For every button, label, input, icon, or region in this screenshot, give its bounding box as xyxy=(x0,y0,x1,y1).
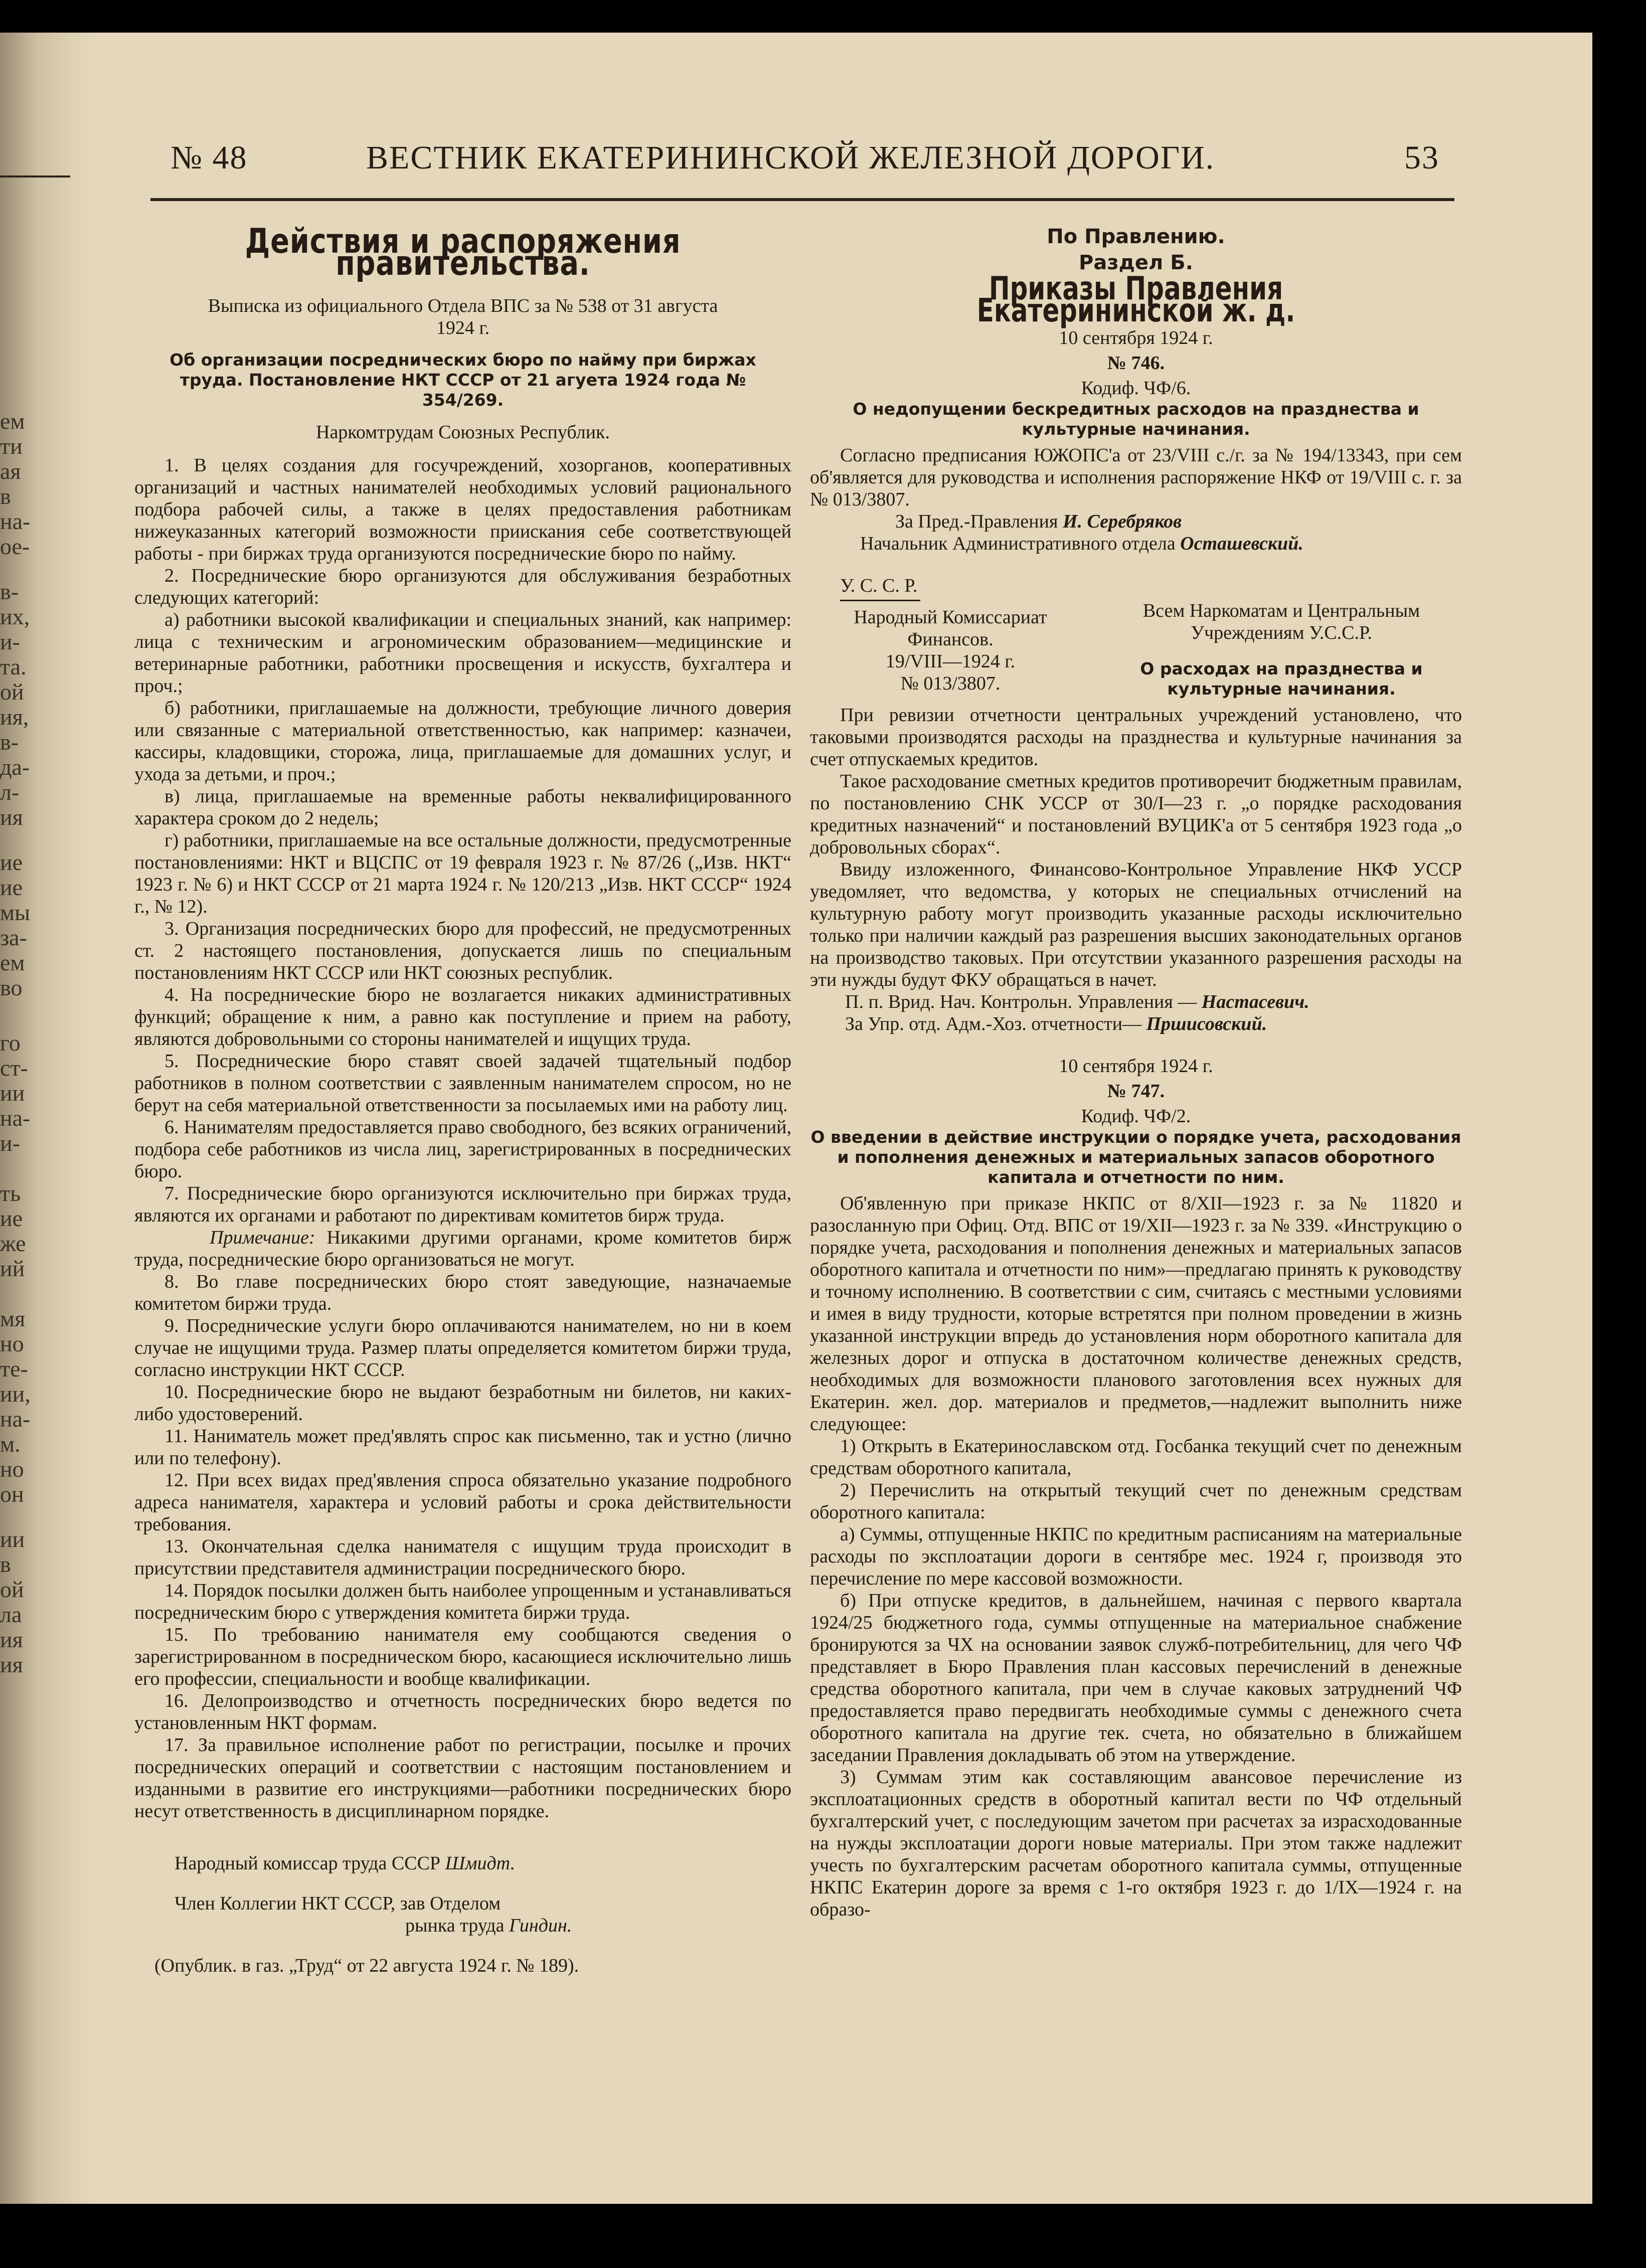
decree-signature-1-name: Настасевич. xyxy=(1201,991,1309,1012)
bleed-fragment: ем xyxy=(0,409,25,434)
paragraph: 3. Организация посреднических бюро для профессий, не предусмотренных ст. 2 настоящего постановления, допускается лишь по специальным постановлениям НКТ СССР или НКТ союзных республик. xyxy=(134,918,791,983)
decree-subject: О расходах на празднества и культурные начинания. xyxy=(1140,659,1423,699)
order-746-signature-2-label: Начальник Административного отдела xyxy=(860,533,1176,554)
order-746-signature-2-name: Осташевский. xyxy=(1180,533,1303,554)
bleed-fragment: ое- xyxy=(0,534,30,559)
order-746-signature-1-label: За Пред.-Правления xyxy=(895,511,1058,532)
bleed-fragment: ия xyxy=(0,1652,23,1677)
bleed-fragment: в xyxy=(0,484,11,509)
paragraph: 11. Наниматель может пред'являть спрос как письменно, так и устно (лично или по телефону). xyxy=(134,1426,791,1469)
extract-line: Выписка из официального Отдела ВПС за № 538 от 31 августа 1924 г. xyxy=(208,295,718,338)
paragraph: 15. По требованию нанимателя ему сообщаются сведения о зарегистрированном в посредническом бюро, касающиеся исключительно лишь его профессии, специальности и вообще квалификации. xyxy=(134,1624,791,1689)
left-paragraphs xyxy=(134,454,791,1227)
bleed-fragment: ая xyxy=(0,459,21,484)
paragraph: 8. Во главе посреднических бюро стоят заведующие, назначаемые комитетом биржи труда. xyxy=(134,1271,791,1314)
bleed-fragment: ии, xyxy=(0,1381,31,1407)
bleed-fragment: ий xyxy=(0,1256,25,1281)
order-746-signature-1 xyxy=(810,510,1462,533)
section-label: По Правлению. xyxy=(1047,225,1225,248)
paragraph: 14. Порядок посылки должен быть наиболее упрощенным и устанавливаться посредническим бюро с утверждения комитета биржи труда. xyxy=(134,1580,791,1623)
decree-recipients: Всем Наркоматам и Центральным Учреждениям У.С.С.Р. xyxy=(1142,600,1420,643)
signature-2-label-b: рынка труда xyxy=(405,1915,505,1936)
paragraph: 1. В целях создания для госучреждений, хозорганов, кооперативных организаций и частных нанимателей необходимых условий рационального подбора рабочей силы, а также в целях предоставления работникам нижеуказанных категорий возможности приискания себе соответствующей работы - при биржах труда организуются посреднические бюро по найму. xyxy=(134,455,791,564)
decree-signature-2-name: Пршисовский. xyxy=(1146,1013,1267,1034)
paragraph: 1) Открыть в Екатеринославском отд. Госбанка текущий счет по денежным средствам оборотного капитала, xyxy=(810,1436,1462,1479)
bleed-fragment: ие xyxy=(0,875,23,900)
signature-2-name: Гиндин. xyxy=(509,1915,572,1936)
paragraph: а) Суммы, отпущенные НКПС по кредитным расписаниям на материальные расходы по эксплоатации дороги в сентябре мес. 1924 г, производя это перечисление по мере кассовой возможности. xyxy=(810,1524,1462,1589)
bleed-rule xyxy=(0,176,70,178)
paragraph: 3) Суммам этим как составляющим авансовое перечисление из эксплоатационных средств в оборотный капитал вести по ЧФ отдельный бухгалтерский учет, с последующим зачетом при расчетах за израсходованные на нужды эксплоатации дороги новые материалы. При этом также надлежит учесть по бухгалтерским расчетам оборотного капитала суммы, отпущенные НКПС Екатерин дороге за время с 1-го октября 1923 г. до 1/IX—1924 г. на образо- xyxy=(810,1767,1462,1920)
paragraph: 17. За правильное исполнение работ по регистрации, посылке и прочих посреднических операций и соответствии с настоящим постановлением и изданными в развитие его инструкциями—работники посреднических бюро несут ответственность в дисциплинарном порядке. xyxy=(134,1734,791,1822)
decree-date: 19/VIII—1924 г. xyxy=(885,651,1016,672)
commissariat-b: Финансов. xyxy=(907,629,994,650)
bleed-fragment: та. xyxy=(0,654,27,679)
newspaper-title: ВЕСТНИК ЕКАТЕРИНИНСКОЙ ЖЕЛЕЗНОЙ ДОРОГИ. xyxy=(366,139,1215,176)
bleed-fragment: ия, xyxy=(0,705,29,730)
decree-signature-2 xyxy=(810,1013,1462,1035)
signature-1 xyxy=(134,1852,791,1874)
orders-title: Приказы Правления Екатерининской ж. д. xyxy=(976,270,1295,329)
paragraph: 2. Посреднические бюро организуются для обслуживания безработных следующих категорий: xyxy=(134,565,791,608)
bleed-fragment: в- xyxy=(0,730,19,755)
bleed-fragment: ия xyxy=(0,805,23,830)
bleed-fragment: ой xyxy=(0,679,24,705)
order-746-signature-1-name: И. Серебряков xyxy=(1062,511,1182,532)
signature-1-name: Шмидт. xyxy=(445,1853,516,1874)
paragraph: Об'явленную при приказе НКПС от 8/XII—1923 г. за № 11820 и разосланную при Офиц. Отд. ВПС от 19/XII—1923 г. за № 339. «Инструкцию о порядке учета, расходования и пополнения денежных и материальных запасов оборотного капитала и отчетности по ним»—предлагаю принять к руководству и точному исполнению. В соответствии с сим, считаясь с местными условиями и имея в виду трудности, которые встретятся при полном проведении в жизнь указанной инструкции впредь до установления норм оборотного капитала для железных дорог и отпуска в достаточном количестве денежных средств, необходимых для возможности планового заготовления всех нужных для Екатерин. жел. дор. материалов и предметов,—надлежит выполнить ниже следующее: xyxy=(810,1193,1462,1435)
decree-recipients-block xyxy=(1101,575,1462,699)
bleed-fragment: те- xyxy=(0,1356,28,1381)
bleed-fragment: на- xyxy=(0,1407,31,1432)
bleed-fragment: ой xyxy=(0,1577,24,1602)
bleed-fragment: на- xyxy=(0,1106,31,1131)
part-label: Раздел Б. xyxy=(1079,251,1193,274)
bleed-fragment: ия xyxy=(0,1627,23,1652)
order-747-date: 10 сентября 1924 г. xyxy=(1059,1056,1213,1077)
order-747-subject: О введении в действие инструкции о порядке учета, расходования и пополнения денежных и материальных запасов оборотного капитала и отчетности по ним. xyxy=(810,1127,1461,1187)
right-column xyxy=(810,203,1462,1921)
paragraph: 9. Посреднические услуги бюро оплачиваются нанимателем, но ни в коем случае не ищущими труда. Размер платы определяется комитетом биржи труда, согласно инструкции НКТ СССР. xyxy=(134,1315,791,1380)
bleed-fragment: но xyxy=(0,1331,24,1356)
decree-subtitle: Об организации посреднических бюро по найму при биржах труда. Постановление НКТ СССР от 21 агуета 1924 года № 354/269. xyxy=(170,350,756,410)
bleed-fragment: л- xyxy=(0,780,20,805)
order-746-date: 10 сентября 1924 г. xyxy=(1059,327,1213,348)
ussr-label: У. С. С. Р. xyxy=(840,575,918,596)
signature-1-label: Народный комиссар труда СССР xyxy=(175,1853,441,1874)
paragraph: б) работники, приглашаемые на должности, требующие личного доверия или связанные с материальной ответственностью, как например: казначеи, кассиры, кладовщики, сторожа, лица, приглашаемые для домашних услуг, и ухода за детьми, и проч.; xyxy=(134,697,791,785)
decree-number: № 013/3807. xyxy=(900,673,1001,694)
bleed-fragment: ии xyxy=(0,1527,25,1552)
decree-signature-2-label: За Упр. отд. Адм.-Хоз. отчетности— xyxy=(845,1013,1142,1034)
paragraph: 4. На посреднические бюро не возлагается никаких административных функций; обращение к ним, а равно как поступление и прием на работу, являются добровольными со стороны нанимателей и ищущих труда. xyxy=(134,984,791,1050)
ussr-rule xyxy=(840,600,920,601)
paragraph: 5. Посреднические бюро ставят своей задачей тщательный подбор работников в полном соответствии с заявленным нанимателем спросом, но не берут на себя материальной ответственности за посылаемых ими на работу лиц. xyxy=(134,1051,791,1116)
paragraph: 13. Окончательная сделка нанимателя с ищущим труда происходит в присутствии представителя администрации посреднического бюро. xyxy=(134,1536,791,1579)
paragraph: 6. Нанимателям предоставляется право свободного, без всяких ограничений, подбора себе работников из числа лиц, зарегистрированных в посреднических бюро. xyxy=(134,1117,791,1182)
left-paragraphs-2 xyxy=(134,1271,791,1822)
page-number: 53 xyxy=(1404,139,1439,176)
bleed-fragment: и- xyxy=(0,1131,20,1156)
bleed-fragment: и- xyxy=(0,629,20,654)
bleed-fragment: он xyxy=(0,1482,24,1507)
order-747-number: № 747. xyxy=(1107,1081,1165,1102)
paragraph: 16. Делопроизводство и отчетность посреднических бюро ведется по установленным НКТ формам. xyxy=(134,1690,791,1733)
bleed-fragment: же xyxy=(0,1231,26,1256)
paragraph: 12. При всех видах пред'явления спроса обязательно указание подробного адреса нанимателя, характера и условий работы и срока действительности требования. xyxy=(134,1470,791,1535)
signature-2 xyxy=(134,1914,791,1937)
signature-2-label-a: Член Коллегии НКТ СССР, зав Отделом xyxy=(175,1893,501,1914)
decree-signature-1 xyxy=(810,991,1462,1013)
bleed-fragment: во xyxy=(0,975,23,1000)
bleed-fragment: ла xyxy=(0,1602,22,1627)
order-746-code: Кодиф. ЧФ/6. xyxy=(1081,378,1191,399)
newspaper-page xyxy=(0,33,1592,2204)
note-text: Никакими другими органами, кроме комитетов бирж труда, посреднические бюро организоваться не могут. xyxy=(134,1227,791,1270)
decree-header xyxy=(810,575,1462,699)
bleed-fragment: за- xyxy=(0,925,27,950)
bleed-fragment: на- xyxy=(0,509,31,534)
paragraph: Такое расходование сметных кредитов противоречит бюджетным правилам, по постановлению СНК УССР от 30/I—23 г. „о порядке расходования кредитных назначений“ и постановлений ВУЦИК'а от 5 сентября 1923 года „о добровольных сборах“. xyxy=(810,771,1462,858)
page-header xyxy=(166,133,1449,188)
note-label: Примечание: xyxy=(210,1227,315,1248)
bleed-fragment: мя xyxy=(0,1306,26,1331)
bleed-fragment: в xyxy=(0,1552,11,1577)
bleed-fragment: ие xyxy=(0,1206,23,1231)
bleed-fragment: в- xyxy=(0,579,19,604)
addressee: Наркомтрудам Союзных Республик. xyxy=(316,422,610,443)
paragraph: 7. Посреднические бюро организуются исключительно при биржах труда, являются их органами и работают по директивам комитетов бирж труда. xyxy=(134,1183,791,1226)
paragraph: 2) Перечислить на открытый текущий счет по денежным средствам оборотного капитала: xyxy=(810,1480,1462,1523)
order-746-subject: О недопущении бескредитных расходов на празднества и культурные начинания. xyxy=(853,399,1419,439)
publication-note: (Опублик. в газ. „Труд“ от 22 августа 1924 г. № 189). xyxy=(154,1955,579,1976)
bleed-fragment: ем xyxy=(0,950,25,975)
issue-number: № 48 xyxy=(171,139,248,176)
left-page-bleed xyxy=(0,33,60,2204)
decree-paragraphs xyxy=(810,704,1462,991)
order-746-text: Согласно предписания ЮЖОПС'а от 23/VIII с./г. за № 194/13343, при сем об'является для руководства и исполнения распоряжение НКФ от 19/VIII с. г. за № 013/3807. xyxy=(810,445,1462,510)
bleed-fragment: их, xyxy=(0,604,30,629)
header-rule xyxy=(150,198,1454,201)
decree-issuer xyxy=(810,575,1091,699)
bleed-fragment: го xyxy=(0,1030,21,1056)
bleed-fragment: ст- xyxy=(0,1056,28,1081)
paragraph: Ввиду изложенного, Финансово-Контрольное Управление НКФ УССР уведомляет, что ведомства, у которых не специальных отчислений на культурную работу могут производить указанные расходы исключительно только при наличии каждый раз разрешения высших законодательных органов на производство таковых. При отсутствии указанного разрешения расходы на эти нужды будут ФКУ обращаться в начет. xyxy=(810,859,1462,990)
paragraph: а) работники высокой квалификации и специальных знаний, как например: лица с техническим и агрономическим образованием—медицинские и ветеринарные работники, работники просвещения и искусств, бухгалтера и проч.; xyxy=(134,609,791,696)
bleed-fragment: ть xyxy=(0,1181,21,1206)
bleed-fragment: м. xyxy=(0,1432,21,1457)
left-column xyxy=(134,203,791,1977)
bleed-fragment: ти xyxy=(0,434,23,459)
paragraph: в) лица, приглашаемые на временные работы неквалифицированного характера сроком до 2 недель; xyxy=(134,786,791,829)
bleed-fragment: да- xyxy=(0,755,30,780)
order-746-number: № 746. xyxy=(1107,353,1165,374)
paragraph: При ревизии отчетности центральных учреждений установлено, что таковыми производятся расходы на празднества и культурные начинания за счет отпускаемых кредитов. xyxy=(810,705,1462,770)
section-title: Действия и распоряжения правительства. xyxy=(245,222,681,283)
note xyxy=(134,1227,791,1271)
order-746-signature-2 xyxy=(810,533,1462,555)
bleed-fragment: но xyxy=(0,1457,24,1482)
order-747-code: Кодиф. ЧФ/2. xyxy=(1081,1106,1191,1127)
paragraph: б) При отпуске кредитов, в дальнейшем, начиная с первого квартала 1924/25 бюджетного года, суммы отпущенные на материальное снабжение бронируются за ЧХ на основании заявок служб-потребительниц, для чего ЧФ представляет в Бюро Правления план кассовых перечислений в денежные средства оборотного капитала, при чем в случае каковых затруднений ЧФ предоставляется право передвигать необходимые суммы с денежного счета оборотного капитала на другие тек. счета, но обязательно в ближайшем заседании Правления докладывать об этом на утверждение. xyxy=(810,1590,1462,1766)
bleed-fragment: ие xyxy=(0,850,23,875)
commissariat-a: Народный Комиссариат xyxy=(854,607,1047,628)
bleed-fragment: мы xyxy=(0,900,31,925)
paragraph: г) работники, приглашаемые на все остальные должности, предусмотренные постановлениями: НКТ и ВЦСПС от 19 февраля 1923 г. № 87/26 („Изв. НКТ“ 1923 г. № 6) и НКТ СССР от 21 марта 1924 г. № 120/213 „Изв. НКТ СССР“ 1924 г., № 12). xyxy=(134,830,791,917)
bleed-fragment: ии xyxy=(0,1081,25,1106)
order-747-paragraphs xyxy=(810,1192,1462,1921)
decree-signature-1-label: П. п. Врид. Нач. Контрольн. Управления — xyxy=(845,991,1197,1012)
paragraph: 10. Посреднические бюро не выдают безработным ни билетов, ни каких-либо удостоверений. xyxy=(134,1381,791,1425)
